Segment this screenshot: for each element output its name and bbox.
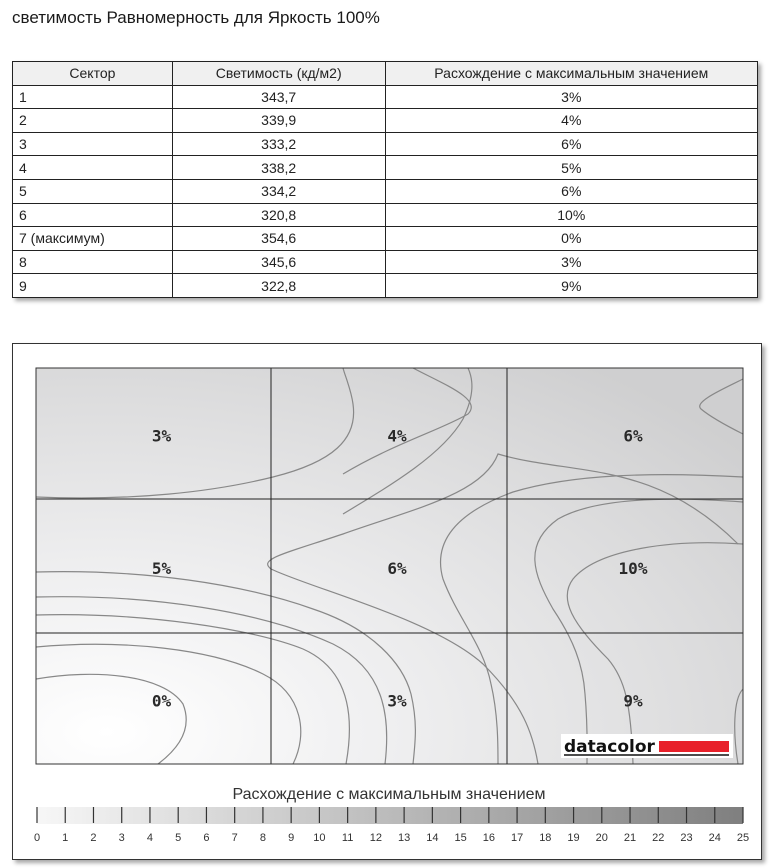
cell-label-sector-8: 3%	[387, 691, 407, 711]
legend-tick-label: 12	[369, 832, 383, 844]
datacolor-logo	[561, 734, 733, 758]
cell-sector: 5	[13, 179, 173, 203]
cell-label-sector-4: 5%	[151, 559, 172, 578]
legend-tick-label: 7	[231, 832, 238, 844]
legend-tick-label: 21	[623, 832, 637, 844]
cell-deviation: 3%	[385, 250, 757, 274]
logo-text: datacolor	[564, 737, 655, 757]
cell-sector: 1	[13, 85, 173, 109]
table-row	[13, 156, 758, 180]
table-row	[13, 250, 758, 274]
cell-deviation: 4%	[385, 109, 757, 133]
legend-tick-label: 25	[736, 832, 750, 844]
legend	[34, 786, 749, 844]
legend-tick-label: 0	[33, 832, 41, 844]
legend-tick-label: 14	[426, 832, 439, 844]
cell-label-sector-6: 10%	[618, 559, 648, 578]
cell-luminance: 343,7	[172, 85, 385, 109]
table-row	[13, 227, 758, 251]
cell-luminance: 354,6	[172, 227, 385, 251]
header-sector: Сектор	[13, 62, 173, 86]
legend-tick-label: 2	[90, 832, 97, 844]
logo-red-bar	[659, 741, 729, 752]
cell-deviation: 0%	[385, 227, 757, 251]
cell-luminance: 334,2	[172, 179, 385, 203]
cell-deviation: 9%	[385, 274, 757, 298]
table-row	[13, 203, 758, 227]
cell-sector: 8	[13, 250, 173, 274]
cell-label-sector-7: 0%	[151, 691, 172, 711]
table-row	[13, 274, 758, 298]
cell-sector: 6	[13, 203, 173, 227]
legend-tick-label: 4	[146, 832, 154, 844]
cell-label-sector-2: 4%	[387, 426, 407, 446]
legend-colorbar	[37, 807, 743, 824]
cell-deviation: 10%	[385, 203, 757, 227]
legend-tick-label: 9	[288, 832, 295, 844]
cell-deviation: 5%	[385, 156, 757, 180]
cell-label-sector-9: 9%	[623, 691, 643, 711]
table-header-row	[13, 62, 758, 86]
heatmap-plot	[36, 368, 743, 764]
cell-luminance: 339,9	[172, 109, 385, 133]
page-title: светимость Равномерность для Яркость 100%	[12, 8, 380, 27]
legend-tick-label: 18	[539, 832, 552, 844]
cell-label-sector-3: 6%	[623, 426, 643, 446]
cell-sector: 4	[13, 156, 173, 180]
cell-deviation: 6%	[385, 179, 757, 203]
cell-luminance: 338,2	[172, 156, 385, 180]
legend-tick-label: 16	[482, 832, 495, 844]
table-row	[13, 179, 758, 203]
legend-tick-label: 15	[454, 832, 467, 844]
cell-deviation: 3%	[385, 85, 757, 109]
legend-tick-label: 20	[595, 832, 608, 844]
legend-tick-label: 22	[652, 832, 665, 844]
cell-sector: 7 (максимум)	[13, 227, 173, 251]
cell-luminance: 320,8	[172, 203, 385, 227]
cell-luminance: 322,8	[172, 274, 385, 298]
cell-luminance: 333,2	[172, 132, 385, 156]
legend-tick-label: 23	[680, 832, 693, 844]
table-row	[13, 85, 758, 109]
legend-tick-label: 1	[62, 832, 69, 844]
legend-tick-label: 19	[567, 832, 580, 844]
legend-title: Расхождение с максимальным значением	[232, 786, 546, 803]
uniformity-chart-frame	[12, 343, 762, 860]
legend-tick-label: 6	[203, 832, 210, 844]
cell-sector: 9	[13, 274, 173, 298]
legend-tick-label: 5	[175, 832, 182, 844]
cell-sector: 3	[13, 132, 173, 156]
legend-tick-label: 10	[313, 832, 326, 844]
legend-tick-label: 3	[118, 832, 125, 844]
luminance-table	[12, 61, 758, 298]
legend-tick-label: 17	[510, 832, 524, 844]
cell-label-sector-1: 3%	[151, 426, 172, 446]
cell-deviation: 6%	[385, 132, 757, 156]
legend-tick-label: 13	[397, 832, 411, 844]
header-luminance: Светимость (кд/м2)	[172, 62, 385, 86]
legend-tick-label: 8	[259, 832, 266, 844]
header-deviation: Расхождение с максимальным значением	[385, 62, 757, 86]
table-row	[13, 109, 758, 133]
luminance-table-container	[12, 61, 758, 298]
uniformity-chart	[13, 344, 763, 861]
cell-label-sector-5: 6%	[387, 559, 407, 578]
table-row	[13, 132, 758, 156]
cell-sector: 2	[13, 109, 173, 133]
legend-tick-label: 24	[708, 832, 721, 844]
legend-tick-label: 11	[341, 832, 354, 844]
cell-luminance: 345,6	[172, 250, 385, 274]
